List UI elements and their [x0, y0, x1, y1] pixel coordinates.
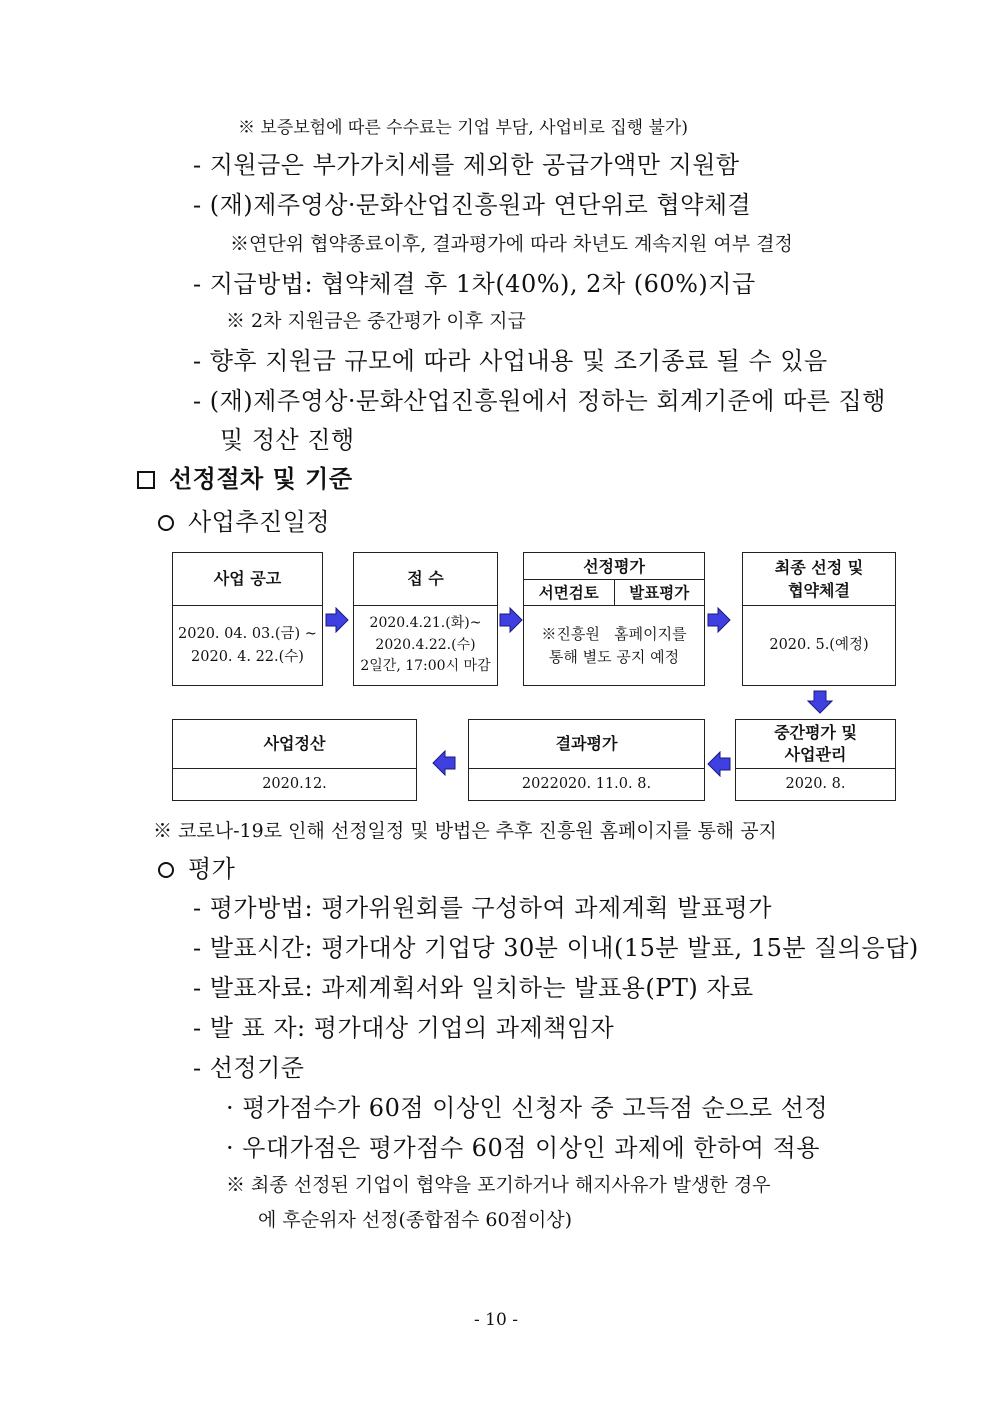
- note-second-payment: ※ 2차 지원금은 중간평가 이후 지급: [226, 310, 526, 332]
- circle-bullet-icon: [158, 862, 174, 878]
- eval-criteria-score: · 평가점수가 60점 이상인 신청자 중 고득점 순으로 선정: [226, 1094, 829, 1122]
- eval-presentation-time: - 발표시간: 평가대상 기업당 30분 이내(15분 발표, 15분 질의응답): [193, 934, 919, 962]
- arrow-left-icon: [432, 750, 456, 776]
- flow-box-title-1: 중간평가 및: [774, 723, 857, 743]
- flow-sub-document-review: 서면검토: [538, 583, 599, 603]
- flow-box-date-start: 2020.4.21.(화)~: [369, 614, 482, 631]
- note-guarantee-fee: ※ 보증보험에 따른 수수료는 기업 부담, 사업비로 집행 불가): [238, 118, 688, 138]
- checkbox-square-icon: [137, 471, 155, 489]
- line-support-vat: - 지원금은 부가가치세를 제외한 공급가액만 지원함: [193, 151, 740, 179]
- flow-sub-presentation-eval: 발표평가: [614, 580, 705, 606]
- line-early-termination: - 향후 지원금 규모에 따라 사업내용 및 조기종료 될 수 있음: [193, 347, 828, 375]
- flow-box-date-end: 2020. 4. 22.(수): [191, 648, 304, 665]
- section-title-text: 선정절차 및 기준: [169, 464, 353, 493]
- eval-heading: [158, 857, 235, 881]
- flow-box-announcement: [172, 552, 323, 686]
- line-accounting-standard: - (재)제주영상·문화산업진흥원에서 정하는 회계기준에 따른 집행: [193, 387, 886, 415]
- flow-box-date: 2020. 5.(예정): [769, 637, 869, 654]
- section-title: [137, 464, 353, 493]
- line-payment-method: - 지급방법: 협약체결 후 1차(40%), 2차 (60%)지급: [193, 270, 756, 298]
- flow-box-date: 2020. 8.: [785, 776, 846, 793]
- flow-box-title: 선정평가: [583, 557, 645, 577]
- eval-method: - 평가방법: 평가위원회를 구성하여 과제계획 발표평가: [193, 894, 772, 922]
- flow-box-date: 2020.12.: [262, 776, 327, 793]
- flow-box-interim-eval: [735, 719, 896, 801]
- schedule-heading: [158, 510, 330, 534]
- flow-box-result-eval: [468, 719, 705, 801]
- arrow-right-icon: [707, 607, 731, 633]
- eval-criteria-heading: - 선정기준: [193, 1054, 305, 1082]
- flow-box-deadline: 2일간, 17:00시 마감: [360, 658, 491, 675]
- flow-box-submission: [353, 552, 498, 686]
- eval-note-replacement: ※ 최종 선정된 기업이 협약을 포기하거나 해지사유가 발생한 경우: [226, 1174, 771, 1196]
- eval-heading-text: 평가: [188, 855, 236, 883]
- eval-note-replacement-cont: 에 후순위자 선정(종합점수 60점이상): [258, 1209, 573, 1231]
- flow-box-selection-eval: [523, 552, 705, 686]
- schedule-heading-text: 사업추진일정: [188, 508, 331, 536]
- flow-box-date-start: 2020. 04. 03.(금) ~: [178, 626, 317, 643]
- flow-box-date-end: 2020.4.22.(수): [375, 636, 476, 653]
- arrow-right-icon: [325, 607, 349, 633]
- flow-box-final-selection: [742, 552, 896, 686]
- flow-box-notice-1: ※진흥원 홈페이지를: [541, 624, 687, 643]
- flow-box-title: 사업정산: [173, 720, 416, 769]
- eval-criteria-bonus: · 우대가점은 평가점수 60점 이상인 과제에 한하여 적용: [226, 1134, 820, 1162]
- schedule-covid-note: ※ 코로나-19로 인해 선정일정 및 방법은 추후 진흥원 홈페이지를 통해 공지: [153, 820, 777, 842]
- arrow-left-icon: [707, 751, 731, 777]
- flow-box-notice-2: 통해 별도 공지 예정: [548, 648, 680, 666]
- flow-box-title-2: 사업관리: [784, 745, 847, 764]
- flow-box-title: 결과평가: [469, 720, 704, 769]
- eval-presentation-material: - 발표자료: 과제계획서와 일치하는 발표용(PT) 자료: [193, 974, 754, 1002]
- page-number: - 10 -: [474, 1310, 518, 1330]
- arrow-down-icon: [807, 690, 833, 714]
- line-agreement-annual: - (재)제주영상·문화산업진흥원과 연단위로 협약체결: [193, 191, 752, 219]
- flow-box-title: 사업 공고: [173, 553, 322, 606]
- flow-box-title-2: 협약체결: [788, 581, 850, 600]
- eval-presenter: - 발 표 자: 평가대상 기업의 과제책임자: [193, 1014, 615, 1042]
- flow-box-date: 2022020. 11.0. 8.: [521, 776, 652, 793]
- flow-box-title-1: 최종 선정 및: [774, 557, 864, 577]
- flow-box-settlement: [172, 719, 417, 801]
- circle-bullet-icon: [158, 515, 174, 531]
- line-settlement: 및 정산 진행: [220, 426, 355, 454]
- flow-box-title: 접 수: [354, 553, 497, 606]
- arrow-right-icon: [499, 607, 523, 633]
- note-annual-evaluation: ※연단위 협약종료이후, 결과평가에 따라 차년도 계속지원 여부 결정: [230, 233, 793, 255]
